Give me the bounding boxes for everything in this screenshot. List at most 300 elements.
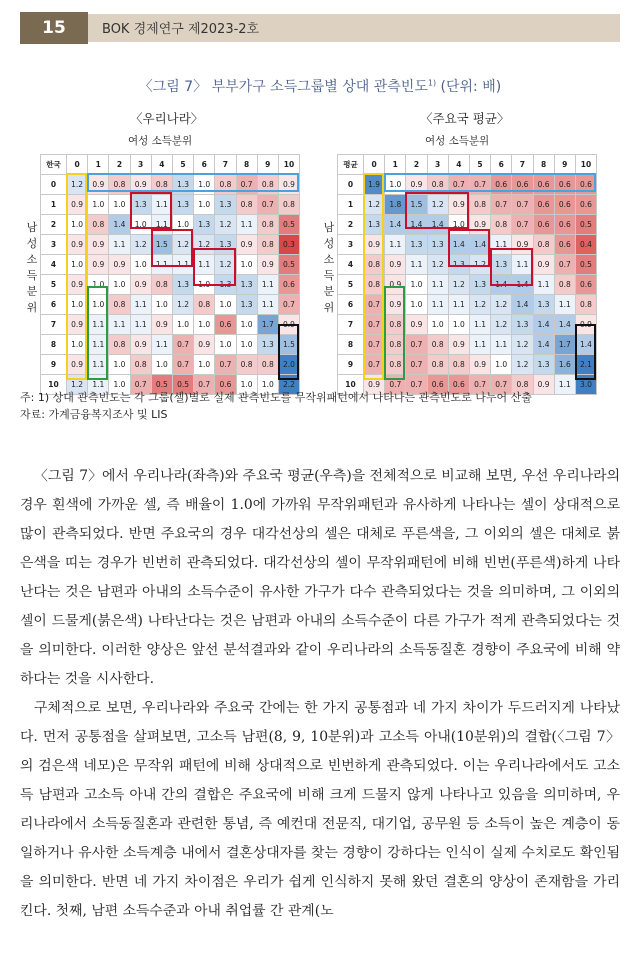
heatmap-cell: 0.8 (109, 335, 130, 355)
heatmap-cell: 1.2 (427, 195, 448, 215)
heatmap-cell: 0.8 (257, 215, 278, 235)
row-header: 9 (338, 355, 364, 375)
heatmap-cell: 1.2 (194, 235, 215, 255)
body-text (20, 462, 620, 926)
heatmap-cell: 0.7 (385, 375, 406, 395)
heatmap-cell: 1.0 (67, 255, 88, 275)
col-header: 1 (385, 155, 406, 175)
col-header: 2 (109, 155, 130, 175)
heatmap-cell: 0.7 (448, 175, 469, 195)
heatmap-cell: 0.7 (130, 375, 151, 395)
figure-title (0, 76, 640, 96)
heatmap-cell: 1.0 (236, 335, 257, 355)
heatmap-cell: 0.7 (236, 175, 257, 195)
row-header: 5 (338, 275, 364, 295)
matrix-corner-label: 평균 (338, 155, 364, 175)
heatmap-cell: 0.9 (278, 175, 299, 195)
heatmap-cell: 1.0 (109, 375, 130, 395)
heatmap-cell: 0.9 (385, 295, 406, 315)
heatmap-cell: 1.9 (364, 175, 385, 195)
heatmap-cell: 0.8 (109, 175, 130, 195)
heatmap-cell: 0.7 (194, 375, 215, 395)
heatmap-cell: 1.0 (130, 215, 151, 235)
heatmap-cell: 0.5 (278, 215, 299, 235)
heatmap-cell: 1.1 (151, 335, 172, 355)
heatmap-cell: 0.8 (427, 335, 448, 355)
heatmap-cell: 1.1 (130, 315, 151, 335)
heatmap-cell: 1.3 (194, 215, 215, 235)
heatmap-cell: 1.2 (512, 335, 533, 355)
row-header: 3 (41, 235, 67, 255)
heatmap-cell: 0.9 (406, 315, 427, 335)
heatmap-cell: 0.7 (406, 375, 427, 395)
heatmap-average (337, 154, 597, 389)
right-row-axis-label: 남성 소득분위 (323, 221, 335, 314)
page-header (0, 0, 640, 44)
heatmap-cell: 1.4 (406, 215, 427, 235)
heatmap-cell: 1.4 (512, 295, 533, 315)
heatmap-cell: 0.9 (130, 275, 151, 295)
heatmap-cell: 1.1 (427, 275, 448, 295)
col-header: 6 (194, 155, 215, 175)
row-header: 7 (41, 315, 67, 335)
paragraph: 구체적으로 보면, 우리나라와 주요국 간에는 한 가지 공통점과 네 가지 차이가 두드러지게 나타났다. 먼저 공통점을 살펴보면, 고소득 남편(8, 9, 10분위)과 고소득 아내(10분위)의 결합(〈그림 7〉의 검은색 네모)은 무작위 패턴에 비해 상대적으로 빈번하게 관측되었다. 이는 우리나라에서도 고소득 남편과 고소득 아내 간의 결합은 주요국에 비해 크게 드물지 않게 나타나고 있음을 의미하며, 우리나라에서 소득동질혼과 관련한 통념, 즉 예컨대 전문직, 대기업, 공무원 등 소득이 높은 계층이 동일하거나 유사한 소득계층 내에서 결혼상대자를 찾는 경향이 강하다는 인식이 실제 수치로도 확인됨을 의미한다. 반면 네 가지 차이점은 우리가 쉽게 인식하지 못해 왔던 결혼의 양상이 존재함을 가리킨다. 첫째, 남편 소득수준과 아내 취업률 간 관계(노 (20, 700, 620, 919)
heatmap-cell: 0.9 (130, 335, 151, 355)
row-header: 0 (338, 175, 364, 195)
heatmap-cell: 1.2 (172, 295, 193, 315)
heatmap-cell: 1.3 (512, 315, 533, 335)
row-header: 10 (338, 375, 364, 395)
heatmap-cell: 0.9 (448, 195, 469, 215)
heatmap-cell: 1.2 (172, 235, 193, 255)
heatmap-cell: 0.6 (512, 175, 533, 195)
heatmap-cell: 0.9 (469, 355, 490, 375)
heatmap-cell: 0.9 (257, 255, 278, 275)
row-header: 2 (41, 215, 67, 235)
heatmap-cell: 1.3 (172, 175, 193, 195)
heatmap-cell: 0.9 (575, 315, 596, 335)
heatmap-cell: 0.3 (278, 235, 299, 255)
heatmap-cell: 1.1 (236, 215, 257, 235)
row-header: 2 (338, 215, 364, 235)
heatmap-cell: 0.8 (215, 175, 236, 195)
col-header: 5 (469, 155, 490, 175)
heatmap-cell: 1.4 (554, 315, 575, 335)
heatmap-cell: 1.2 (469, 295, 490, 315)
row-header: 7 (338, 315, 364, 335)
heatmap-cell: 1.0 (215, 295, 236, 315)
heatmap-cell: 1.1 (427, 295, 448, 315)
col-header: 9 (257, 155, 278, 175)
heatmap-cell: 0.5 (575, 255, 596, 275)
heatmap-cell: 0.6 (491, 175, 512, 195)
figure-source: 자료: 가계금융복지조사 및 LIS (20, 408, 168, 421)
heatmap-cell: 1.0 (236, 375, 257, 395)
row-header: 9 (41, 355, 67, 375)
heatmap-cell: 0.4 (575, 235, 596, 255)
heatmap-cell: 1.1 (88, 335, 109, 355)
heatmap-cell: 1.0 (194, 315, 215, 335)
heatmap-cell: 1.3 (172, 195, 193, 215)
heatmap-cell: 0.8 (257, 175, 278, 195)
heatmap-cell: 0.9 (67, 235, 88, 255)
heatmap-cell: 0.8 (385, 335, 406, 355)
col-header: 9 (554, 155, 575, 175)
heatmap-cell: 0.9 (67, 315, 88, 335)
heatmap-cell: 0.6 (575, 275, 596, 295)
figure-title-footnote: 1) (427, 78, 437, 88)
row-header: 6 (338, 295, 364, 315)
journal-title: BOK 경제연구 제2023-2호 (102, 22, 260, 37)
heatmap-cell: 1.0 (194, 275, 215, 295)
heatmap-cell: 0.8 (194, 295, 215, 315)
heatmap-cell: 1.0 (491, 355, 512, 375)
heatmap-cell: 0.8 (364, 275, 385, 295)
heatmap-cell: 1.0 (151, 355, 172, 375)
heatmap-cell: 0.6 (554, 195, 575, 215)
heatmap-cell: 1.1 (88, 375, 109, 395)
col-header: 10 (278, 155, 299, 175)
heatmap-cell: 0.8 (257, 235, 278, 255)
heatmap-cell: 1.0 (236, 315, 257, 335)
heatmap-cell: 0.8 (130, 355, 151, 375)
heatmap-cell: 0.6 (448, 375, 469, 395)
heatmap-cell: 0.8 (151, 175, 172, 195)
heatmap-cell: 1.0 (88, 275, 109, 295)
heatmap-cell: 0.7 (172, 355, 193, 375)
heatmap-cell: 0.9 (109, 255, 130, 275)
heatmap-cell: 1.0 (215, 335, 236, 355)
heatmap-cell: 1.3 (406, 235, 427, 255)
heatmap-cell: 0.8 (151, 275, 172, 295)
heatmap-cell: 1.2 (215, 215, 236, 235)
heatmap-cell: 0.6 (533, 195, 554, 215)
heatmap-cell: 2.0 (278, 355, 299, 375)
heatmap-cell: 0.8 (512, 375, 533, 395)
heatmap-cell: 1.6 (554, 355, 575, 375)
heatmap-cell: 1.0 (448, 215, 469, 235)
heatmap-cell: 1.1 (469, 315, 490, 335)
heatmap-cell: 0.8 (236, 195, 257, 215)
heatmap-cell: 0.9 (236, 235, 257, 255)
col-header: 3 (130, 155, 151, 175)
heatmap-cell: 0.8 (448, 355, 469, 375)
row-header: 8 (338, 335, 364, 355)
row-header: 3 (338, 235, 364, 255)
heatmap-cell: 1.4 (469, 235, 490, 255)
heatmap-cell: 0.7 (491, 375, 512, 395)
heatmap-cell: 1.0 (406, 275, 427, 295)
heatmap-cell: 0.9 (194, 335, 215, 355)
heatmap-cell: 1.3 (215, 195, 236, 215)
heatmap-cell: 0.8 (469, 195, 490, 215)
heatmap-cell: 0.7 (406, 355, 427, 375)
heatmap-cell: 0.8 (88, 215, 109, 235)
heatmap-cell: 1.0 (130, 255, 151, 275)
heatmap-cell: 1.1 (554, 375, 575, 395)
heatmap-cell: 0.9 (151, 315, 172, 335)
heatmap-cell: 0.9 (130, 175, 151, 195)
heatmap-cell: 0.6 (575, 175, 596, 195)
heatmap-cell: 1.1 (491, 235, 512, 255)
heatmap-cell: 1.7 (554, 335, 575, 355)
heatmap-cell: 1.4 (491, 275, 512, 295)
heatmap-korea (40, 154, 300, 389)
heatmap-cell: 1.0 (151, 295, 172, 315)
heatmap-cell: 1.1 (554, 295, 575, 315)
heatmap-cell: 0.7 (364, 295, 385, 315)
heatmap-cell: 0.7 (364, 315, 385, 335)
col-header: 8 (533, 155, 554, 175)
heatmap-cell: 0.8 (364, 255, 385, 275)
heatmap-cell: 1.3 (215, 235, 236, 255)
col-header: 4 (151, 155, 172, 175)
heatmap-cell: 1.0 (194, 175, 215, 195)
heatmap-cell: 1.0 (172, 315, 193, 335)
heatmap-cell: 1.5 (151, 235, 172, 255)
left-row-axis-label: 남성 소득분위 (26, 221, 38, 314)
heatmap-cell: 1.4 (575, 335, 596, 355)
col-header: 1 (88, 155, 109, 175)
heatmap-cell: 0.8 (385, 315, 406, 335)
heatmap-cell: 1.3 (427, 235, 448, 255)
col-header: 7 (215, 155, 236, 175)
heatmap-cell: 1.3 (215, 275, 236, 295)
heatmap-cell: 1.0 (88, 195, 109, 215)
heatmap-cell: 0.9 (67, 195, 88, 215)
figure-title-text: 〈그림 7〉 부부가구 소득그룹별 상대 관측빈도 (138, 79, 428, 95)
heatmap-table (40, 154, 300, 395)
col-header: 7 (512, 155, 533, 175)
heatmap-cell: 1.1 (151, 195, 172, 215)
heatmap-cell: 0.8 (554, 275, 575, 295)
heatmap-cell: 2.2 (278, 375, 299, 395)
heatmap-cell: 0.8 (533, 235, 554, 255)
row-header: 0 (41, 175, 67, 195)
heatmap-cell: 1.4 (109, 215, 130, 235)
col-header: 2 (406, 155, 427, 175)
heatmap-cell: 0.7 (512, 215, 533, 235)
col-header: 0 (364, 155, 385, 175)
heatmap-cell: 1.1 (533, 275, 554, 295)
col-header: 8 (236, 155, 257, 175)
heatmap-cell: 0.8 (427, 175, 448, 195)
col-header: 5 (172, 155, 193, 175)
heatmap-cell: 0.5 (151, 375, 172, 395)
heatmap-cell: 0.7 (406, 335, 427, 355)
heatmap-cell: 1.1 (172, 255, 193, 275)
heatmap-cell: 1.0 (172, 215, 193, 235)
heatmap-cell: 1.3 (236, 295, 257, 315)
row-header: 10 (41, 375, 67, 395)
heatmap-cell: 1.3 (533, 355, 554, 375)
heatmap-cell: 0.5 (278, 255, 299, 275)
heatmap-cell: 1.1 (406, 255, 427, 275)
heatmap-cell: 0.9 (88, 175, 109, 195)
heatmap-cell: 1.0 (88, 295, 109, 315)
col-header: 10 (575, 155, 596, 175)
heatmap-cell: 1.2 (448, 275, 469, 295)
heatmap-cell: 0.6 (278, 275, 299, 295)
heatmap-cell: 1.0 (194, 195, 215, 215)
heatmap-cell: 1.1 (109, 235, 130, 255)
heatmap-cell: 1.3 (533, 295, 554, 315)
heatmap-cell: 1.0 (67, 335, 88, 355)
col-header: 4 (448, 155, 469, 175)
heatmap-cell: 0.7 (257, 195, 278, 215)
heatmap-cell: 1.0 (67, 215, 88, 235)
heatmap-cell: 1.3 (491, 255, 512, 275)
page-number: 15 (20, 12, 88, 44)
heatmap-cell: 0.9 (512, 235, 533, 255)
heatmap-cell: 0.5 (575, 215, 596, 235)
row-header: 1 (338, 195, 364, 215)
heatmap-cell: 0.6 (215, 375, 236, 395)
heatmap-cell: 0.9 (88, 255, 109, 275)
heatmap-cell: 1.0 (406, 295, 427, 315)
heatmap-cell: 0.6 (554, 215, 575, 235)
heatmap-cell: 1.0 (236, 255, 257, 275)
heatmap-cell: 1.2 (427, 255, 448, 275)
heatmap-cell: 1.2 (469, 255, 490, 275)
heatmap-cell: 0.7 (172, 335, 193, 355)
heatmap-cell: 0.6 (427, 375, 448, 395)
heatmap-cell: 1.7 (257, 315, 278, 335)
heatmap-cell: 1.2 (215, 255, 236, 275)
heatmap-cell: 1.5 (278, 335, 299, 355)
heatmap-cell: 1.0 (427, 315, 448, 335)
heatmap-cell: 1.1 (448, 295, 469, 315)
heatmap-cell: 0.9 (406, 175, 427, 195)
heatmap-cell: 0.7 (469, 375, 490, 395)
left-panel-subtitle: 〈우리나라〉 (130, 111, 204, 126)
heatmap-cell: 1.1 (512, 255, 533, 275)
heatmap-cell: 1.3 (130, 195, 151, 215)
col-header: 6 (491, 155, 512, 175)
heatmap-cell: 0.9 (448, 335, 469, 355)
heatmap-cell: 0.7 (215, 355, 236, 375)
heatmap-cell: 1.8 (385, 195, 406, 215)
heatmap-cell: 0.7 (278, 295, 299, 315)
row-header: 8 (41, 335, 67, 355)
heatmap-cell: 1.4 (427, 215, 448, 235)
figure-note: 주: 1) 상대 관측빈도는 각 그룹(셀)별로 실제 관측빈도를 무작위패턴에서 나타나는 관측빈도로 나누어 산출 (20, 391, 532, 404)
heatmap-cell: 1.2 (491, 295, 512, 315)
heatmap-cell: 0.9 (67, 355, 88, 375)
row-header: 4 (41, 255, 67, 275)
heatmap-cell: 1.4 (385, 215, 406, 235)
heatmap-cell: 1.0 (67, 295, 88, 315)
heatmap-cell: 0.9 (469, 215, 490, 235)
heatmap-cell: 1.2 (67, 175, 88, 195)
heatmap-cell: 0.8 (236, 355, 257, 375)
heatmap-cell: 0.7 (364, 335, 385, 355)
heatmap-cell: 0.6 (533, 175, 554, 195)
heatmap-cell: 1.4 (533, 335, 554, 355)
heatmap-cell: 0.8 (109, 295, 130, 315)
heatmap-cell: 1.1 (151, 255, 172, 275)
heatmap-cell: 1.0 (194, 355, 215, 375)
figure-title-unit: (단위: 배) (436, 79, 502, 95)
heatmap-cell: 1.0 (385, 175, 406, 195)
col-header: 0 (67, 155, 88, 175)
heatmap-cell: 0.5 (172, 375, 193, 395)
col-header: 3 (427, 155, 448, 175)
heatmap-cell: 1.2 (130, 235, 151, 255)
heatmap-cell: 1.0 (257, 375, 278, 395)
heatmap-cell: 1.2 (364, 195, 385, 215)
heatmap-cell: 1.0 (109, 355, 130, 375)
right-col-axis-label: 여성 소득분위 (425, 135, 490, 147)
heatmap-cell: 0.9 (67, 275, 88, 295)
heatmap-cell: 0.8 (385, 355, 406, 375)
heatmap-cell: 0.9 (533, 255, 554, 275)
heatmap-cell: 1.1 (257, 295, 278, 315)
heatmap-cell: 0.7 (364, 355, 385, 375)
heatmap-cell: 0.9 (88, 235, 109, 255)
heatmap-cell: 0.6 (575, 195, 596, 215)
heatmap-cell: 1.3 (448, 255, 469, 275)
heatmap-cell: 0.7 (554, 255, 575, 275)
heatmap-cell: 0.6 (554, 235, 575, 255)
heatmap-cell: 1.0 (109, 275, 130, 295)
heatmap-cell: 0.9 (385, 275, 406, 295)
row-header: 5 (41, 275, 67, 295)
heatmap-cell: 1.1 (109, 315, 130, 335)
heatmap-cell: 1.1 (194, 255, 215, 275)
heatmap-cell: 1.1 (257, 275, 278, 295)
heatmap-cell: 3.0 (575, 375, 596, 395)
heatmap-cell: 1.1 (130, 295, 151, 315)
heatmap-cell: 1.2 (491, 315, 512, 335)
heatmap-cell: 0.7 (491, 195, 512, 215)
row-header: 1 (41, 195, 67, 215)
heatmap-cell: 1.4 (533, 315, 554, 335)
figure-notes (20, 389, 532, 423)
heatmap-cell: 1.1 (88, 315, 109, 335)
heatmap-cell: 0.7 (512, 195, 533, 215)
heatmap-cell: 2.1 (575, 355, 596, 375)
heatmap-cell: 0.9 (385, 255, 406, 275)
heatmap-cell: 1.1 (469, 335, 490, 355)
heatmap-cell: 1.1 (88, 355, 109, 375)
heatmap-cell: 0.8 (575, 295, 596, 315)
row-header: 6 (41, 295, 67, 315)
heatmap-cell: 0.8 (257, 355, 278, 375)
heatmap-cell: 0.9 (364, 375, 385, 395)
row-header: 4 (338, 255, 364, 275)
left-col-axis-label: 여성 소득분위 (128, 135, 193, 147)
heatmap-cell: 1.1 (151, 215, 172, 235)
heatmap-cell: 1.0 (448, 315, 469, 335)
heatmap-cell: 0.9 (364, 235, 385, 255)
heatmap-cell: 1.3 (257, 335, 278, 355)
heatmap-cell: 0.9 (533, 375, 554, 395)
heatmap-cell: 1.3 (469, 275, 490, 295)
paragraph: 〈그림 7〉에서 우리나라(좌측)와 주요국 평균(우측)을 전체적으로 비교해 보면, 우선 우리나라의 경우 흰색에 가까운 셀, 즉 배율이 1.0에 가까워 무작위패턴과 유사하게 나타나는 셀이 상대적으로 많이 관측되었다. 반면 주요국의 경우 대각선상의 셀은 대체로 푸른색을, 그 이외의 셀은 대체로 붉은색을 띠는 경우가 빈번히 관측되었다. 대각선상의 셀이 무작위패턴에 비해 빈번(푸른색)하게 나타난다는 것은 남편과 아내의 소득수준이 유사한 가구가 다수 관측되었다는 것을 의미하며, 그 이외의 셀이 드물게(붉은색) 나타난다는 것은 남편과 아내의 소득수준이 다른 가구가 적게 관측되었다는 것을 의미한다. 이러한 양상은 앞선 분석결과와 같이 우리나라의 소득동질혼 경향이 주요국에 비해 약하다는 것을 시사한다. (20, 468, 620, 687)
heatmap-cell: 0.7 (469, 175, 490, 195)
right-panel-subtitle: 〈주요국 평균〉 (420, 111, 510, 126)
heatmap-cell: 1.1 (385, 235, 406, 255)
matrix-corner-label: 한국 (41, 155, 67, 175)
heatmap-cell: 1.3 (172, 275, 193, 295)
heatmap-cell: 1.0 (109, 195, 130, 215)
heatmap-cell: 1.4 (448, 235, 469, 255)
heatmap-cell: 0.9 (278, 315, 299, 335)
heatmap-table (337, 154, 597, 395)
heatmap-cell: 1.2 (67, 375, 88, 395)
heatmap-cell: 1.3 (236, 275, 257, 295)
